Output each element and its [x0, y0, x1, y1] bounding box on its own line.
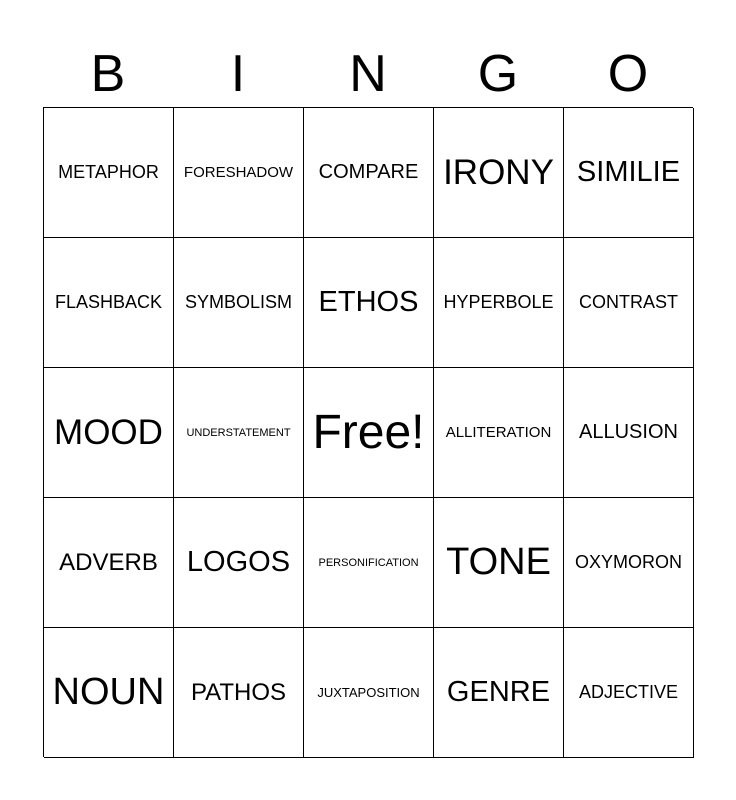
bingo-cell[interactable]: HYPERBOLE [434, 238, 564, 368]
bingo-cell[interactable]: NOUN [44, 628, 174, 758]
bingo-cell[interactable]: CONTRAST [564, 238, 694, 368]
header-letter-g: G [477, 45, 519, 103]
bingo-cell[interactable]: UNDERSTATEMENT [174, 368, 304, 498]
bingo-cell[interactable]: MOOD [44, 368, 174, 498]
bingo-cell[interactable]: IRONY [434, 108, 564, 238]
header-letter-i: I [230, 45, 246, 103]
bingo-cell[interactable]: OXYMORON [564, 498, 694, 628]
bingo-cell[interactable]: FLASHBACK [44, 238, 174, 368]
bingo-cell[interactable]: SIMILIE [564, 108, 694, 238]
bingo-cell[interactable]: ALLITERATION [434, 368, 564, 498]
bingo-cell[interactable]: ADVERB [44, 498, 174, 628]
bingo-cell[interactable]: FORESHADOW [174, 108, 304, 238]
header-letter-o: O [607, 45, 649, 103]
bingo-cell[interactable]: GENRE [434, 628, 564, 758]
bingo-cell[interactable]: TONE [434, 498, 564, 628]
bingo-cell[interactable]: PERSONIFICATION [304, 498, 434, 628]
bingo-cell[interactable]: ETHOS [304, 238, 434, 368]
bingo-header [43, 40, 693, 108]
bingo-cell[interactable]: PATHOS [174, 628, 304, 758]
bingo-cell[interactable]: COMPARE [304, 108, 434, 238]
free-space-cell[interactable]: Free! [304, 368, 434, 498]
bingo-cell[interactable]: ADJECTIVE [564, 628, 694, 758]
bingo-cell[interactable]: JUXTAPOSITION [304, 628, 434, 758]
bingo-cell[interactable]: ALLUSION [564, 368, 694, 498]
bingo-cell[interactable]: METAPHOR [44, 108, 174, 238]
bingo-cell[interactable]: SYMBOLISM [174, 238, 304, 368]
header-letter-b: B [90, 45, 126, 103]
header-letter-n: N [349, 45, 387, 103]
bingo-cell[interactable]: LOGOS [174, 498, 304, 628]
bingo-board [43, 107, 693, 757]
